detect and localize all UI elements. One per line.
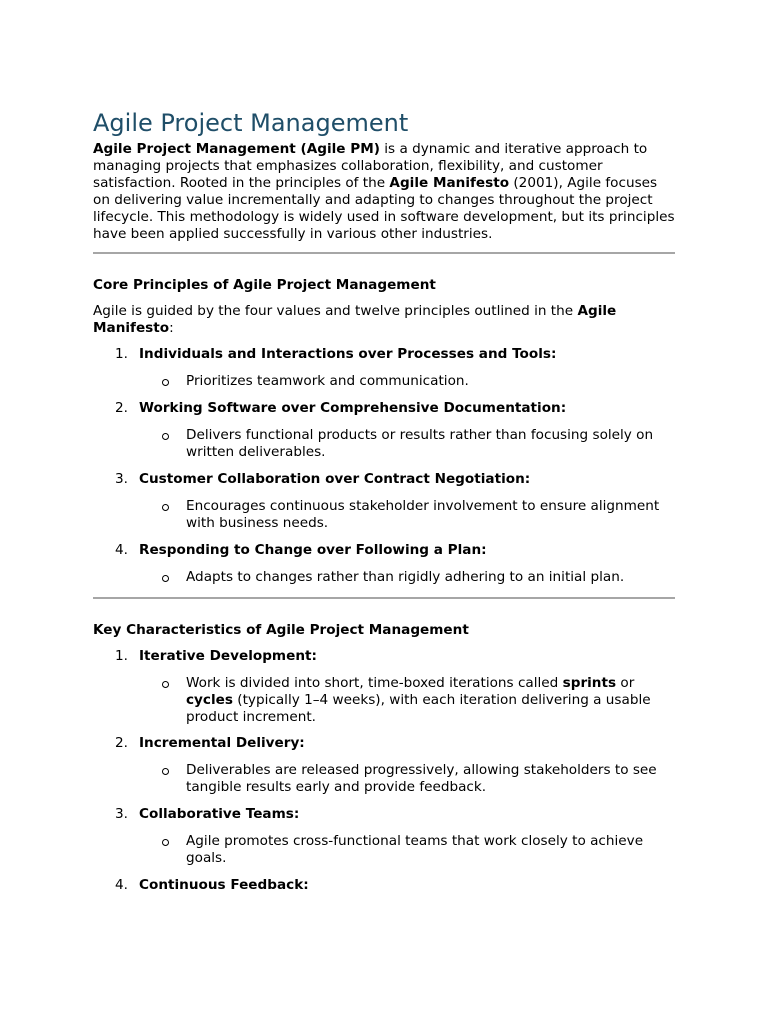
characteristics-list [93, 648, 675, 894]
intro-bold-term: Agile Project Management (Agile PM) [93, 141, 380, 157]
page-title: Agile Project Management [93, 109, 409, 137]
sub-item-text: Agile promotes cross-functional teams that work closely to achieve goals. [186, 833, 644, 867]
sub-list [93, 498, 675, 532]
section-heading: Core Principles of Agile Project Management [93, 277, 436, 294]
intro-paragraph [93, 141, 675, 242]
intro-text-rest: (2001), Agile focuses on delivering value incrementally and adapting to changes throughout the project lifecycle. This methodology is widely used in software development, but its principles have been applied successfully in various other industries. [93, 174, 675, 242]
section-heading: Key Characteristics of Agile Project Management [93, 621, 469, 638]
intro-bold-manifesto: Agile Manifesto [389, 174, 510, 191]
sub-list [93, 762, 675, 796]
bullet-icon [162, 681, 169, 688]
list-item-title: Responding to Change over Following a Plan: [139, 541, 487, 558]
list-item-heading [93, 735, 675, 752]
section-intro [93, 303, 675, 337]
list-item-title: Iterative Development: [139, 647, 317, 664]
bullet-icon [162, 379, 169, 386]
sub-item [93, 373, 675, 390]
sub-item-text: (typically 1–4 weeks), with each iteration delivering a usable product increment. [186, 691, 651, 725]
sub-item [93, 675, 675, 726]
list-item-title: Incremental Delivery: [139, 735, 305, 752]
sub-item-text: Prioritizes teamwork and communication. [186, 373, 469, 390]
section-intro-bold: Agile Manifesto [93, 303, 617, 337]
list-item [93, 735, 675, 796]
list-number: 1. [115, 647, 128, 664]
sub-item-text: Delivers functional products or results rather than focusing solely on written deliverables. [186, 427, 654, 461]
list-item [93, 471, 675, 532]
sub-item [93, 762, 675, 796]
list-item-heading [93, 400, 675, 417]
sub-item [93, 427, 675, 461]
sub-item-text: or [616, 674, 635, 691]
sub-item [93, 498, 675, 532]
list-item-heading [93, 877, 675, 894]
list-number: 3. [115, 806, 128, 823]
sub-list [93, 373, 675, 390]
list-item-heading [93, 542, 675, 559]
core-principles-section [93, 277, 675, 585]
sub-list [93, 675, 675, 726]
sub-item [93, 569, 675, 586]
bullet-icon [162, 575, 169, 582]
sub-item [93, 833, 675, 867]
list-item [93, 542, 675, 586]
bullet-icon [162, 433, 169, 440]
list-item-title: Customer Collaboration over Contract Negotiation: [139, 470, 531, 487]
principles-list [93, 346, 675, 585]
sub-list [93, 569, 675, 586]
list-item-heading [93, 346, 675, 363]
list-item [93, 400, 675, 461]
list-number: 2. [115, 735, 128, 752]
divider [93, 252, 675, 254]
sub-list [93, 427, 675, 461]
list-item-heading [93, 471, 675, 488]
list-item-title: Individuals and Interactions over Processes and Tools: [139, 346, 557, 363]
list-item [93, 648, 675, 726]
sub-item-bold-cycles: cycles [186, 691, 233, 708]
list-item-title: Continuous Feedback: [139, 877, 309, 894]
divider [93, 597, 675, 599]
sub-item-text: Work is divided into short, time-boxed iterations called [186, 674, 563, 691]
sub-item-text: Deliverables are released progressively, allowing stakeholders to see tangible results early and provide feedback. [186, 762, 657, 796]
bullet-icon [162, 768, 169, 775]
list-number: 4. [115, 877, 128, 894]
list-number: 4. [115, 541, 128, 558]
sub-item-bold-sprints: sprints [562, 674, 617, 691]
intro-text: is a dynamic and iterative approach to managing projects that emphasizes collaboration, flexibility, and customer satisfaction. Rooted in the principles of the [93, 141, 648, 191]
document [93, 107, 675, 894]
list-item [93, 806, 675, 867]
list-number: 2. [115, 400, 128, 417]
list-item-title: Collaborative Teams: [139, 806, 300, 823]
list-item [93, 346, 675, 390]
list-item-heading [93, 648, 675, 665]
section-intro-text: Agile is guided by the four values and twelve principles outlined in the [93, 303, 578, 320]
key-characteristics-section [93, 622, 675, 894]
sub-list [93, 833, 675, 867]
list-number: 3. [115, 470, 128, 487]
bullet-icon [162, 839, 169, 846]
list-item-title: Working Software over Comprehensive Documentation: [139, 400, 567, 417]
section-intro-colon: : [169, 320, 174, 337]
list-item-heading [93, 806, 675, 823]
sub-item-text: Adapts to changes rather than rigidly adhering to an initial plan. [186, 568, 625, 585]
sub-item-text: Encourages continuous stakeholder involvement to ensure alignment with business needs. [186, 497, 660, 531]
bullet-icon [162, 504, 169, 511]
list-item [93, 877, 675, 894]
list-number: 1. [115, 346, 128, 363]
